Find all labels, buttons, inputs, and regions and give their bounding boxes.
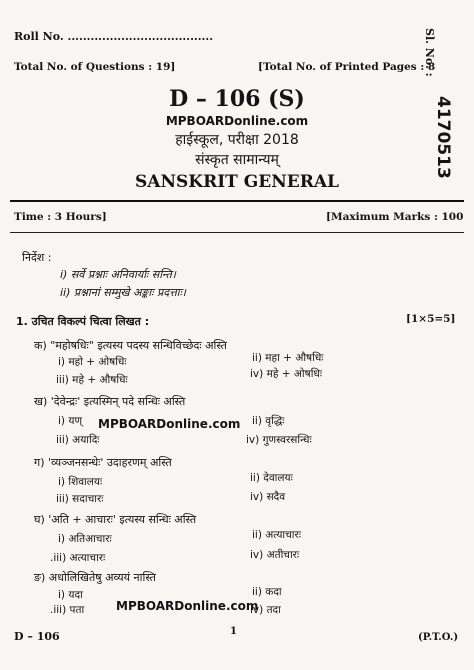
option: ii) महा + औषधिः [252, 352, 324, 364]
subject-title-hindi: संस्कृत सामान्यम् [195, 152, 279, 168]
question-part-nga: ङ) अधोलिखितेषु अव्ययं नास्ति [34, 571, 156, 584]
option: i) यण् [58, 415, 83, 427]
question-1-text: 1. उचित विकल्पं चित्वा लिखत : [16, 315, 150, 328]
watermark-top: MPBOARDonline.com [165, 114, 309, 128]
option: iii) अयादिः [56, 434, 100, 446]
option: ii) देवालयः [250, 472, 293, 484]
instructions-title: निर्देश : [22, 251, 52, 264]
option: i) महो + ओषधिः [58, 356, 127, 368]
option: i) शिवालयः [58, 476, 103, 488]
divider-mid [10, 232, 464, 233]
option: i) यदा [58, 589, 83, 601]
option: iii) महे + औषधिः [56, 374, 128, 386]
question-part-kha: ख) 'देवेन्द्रः' इत्यस्मिन् पदे सन्धिः अस्ति [34, 395, 186, 408]
footer-paper-code: D – 106 [14, 630, 60, 643]
option: iv) तदा [250, 604, 281, 616]
please-turn-over: (P.T.O.) [418, 632, 459, 643]
roll-number-label: Roll No. ...................................... [14, 30, 214, 43]
watermark-bottom: MPBOARDonline.com [116, 599, 259, 613]
option: ii) अत्याचारः [252, 529, 301, 541]
option: .iii) पता [50, 604, 85, 616]
option: .iii) अत्याचारः [50, 552, 106, 564]
option: ii) वृद्धिः [252, 415, 285, 427]
total-questions: Total No. of Questions : 19] [14, 61, 176, 73]
option: i) अतिआचारः [58, 533, 112, 545]
question-1-marks: [1×5=5] [406, 313, 456, 325]
divider-top [10, 200, 464, 202]
total-printed-pages: [Total No. of Printed Pages : 8 [258, 61, 436, 73]
time-label: Time : 3 Hours] [14, 211, 107, 223]
option: iv) गुणस्वरसन्धिः [246, 434, 312, 446]
serial-label: Sl. No. : [423, 28, 436, 77]
page-number: 1 [230, 626, 237, 637]
subject-title-english: SANSKRIT GENERAL [135, 172, 339, 192]
option: iv) अतीचारः [250, 549, 300, 561]
paper-code: D – 106 (S) [169, 86, 305, 112]
watermark-middle: MPBOARDonline.com [98, 417, 241, 431]
question-part-ga: ग) 'व्यञ्जनसन्धेः' उदाहरणम् अस्ति [34, 456, 172, 469]
option: iv) महे + ओषधिः [250, 368, 323, 380]
option: iv) सदैव [250, 491, 286, 503]
max-marks-label: [Maximum Marks : 100 [326, 211, 464, 223]
instruction-1: i) सर्वे प्रश्नाः अनिवार्याः सन्ति। [60, 268, 176, 281]
exam-title-hindi: हाईस्कूल, परीक्षा 2018 [175, 132, 299, 148]
option: ii) कदा [252, 586, 282, 598]
option: iii) सदाचारः [56, 493, 104, 505]
question-part-gha: घ) 'अति + आचारः' इत्यस्य सन्धिः अस्ति [34, 513, 197, 526]
question-part-ka: क) "महोषधिः" इत्यस्य पदस्य सन्धिविच्छेदः अस्ति [34, 339, 227, 352]
serial-number: 4170513 [433, 96, 453, 179]
instruction-2: ii) प्रश्नानां सम्मुखे अङ्काः प्रदत्ताः। [60, 286, 186, 299]
